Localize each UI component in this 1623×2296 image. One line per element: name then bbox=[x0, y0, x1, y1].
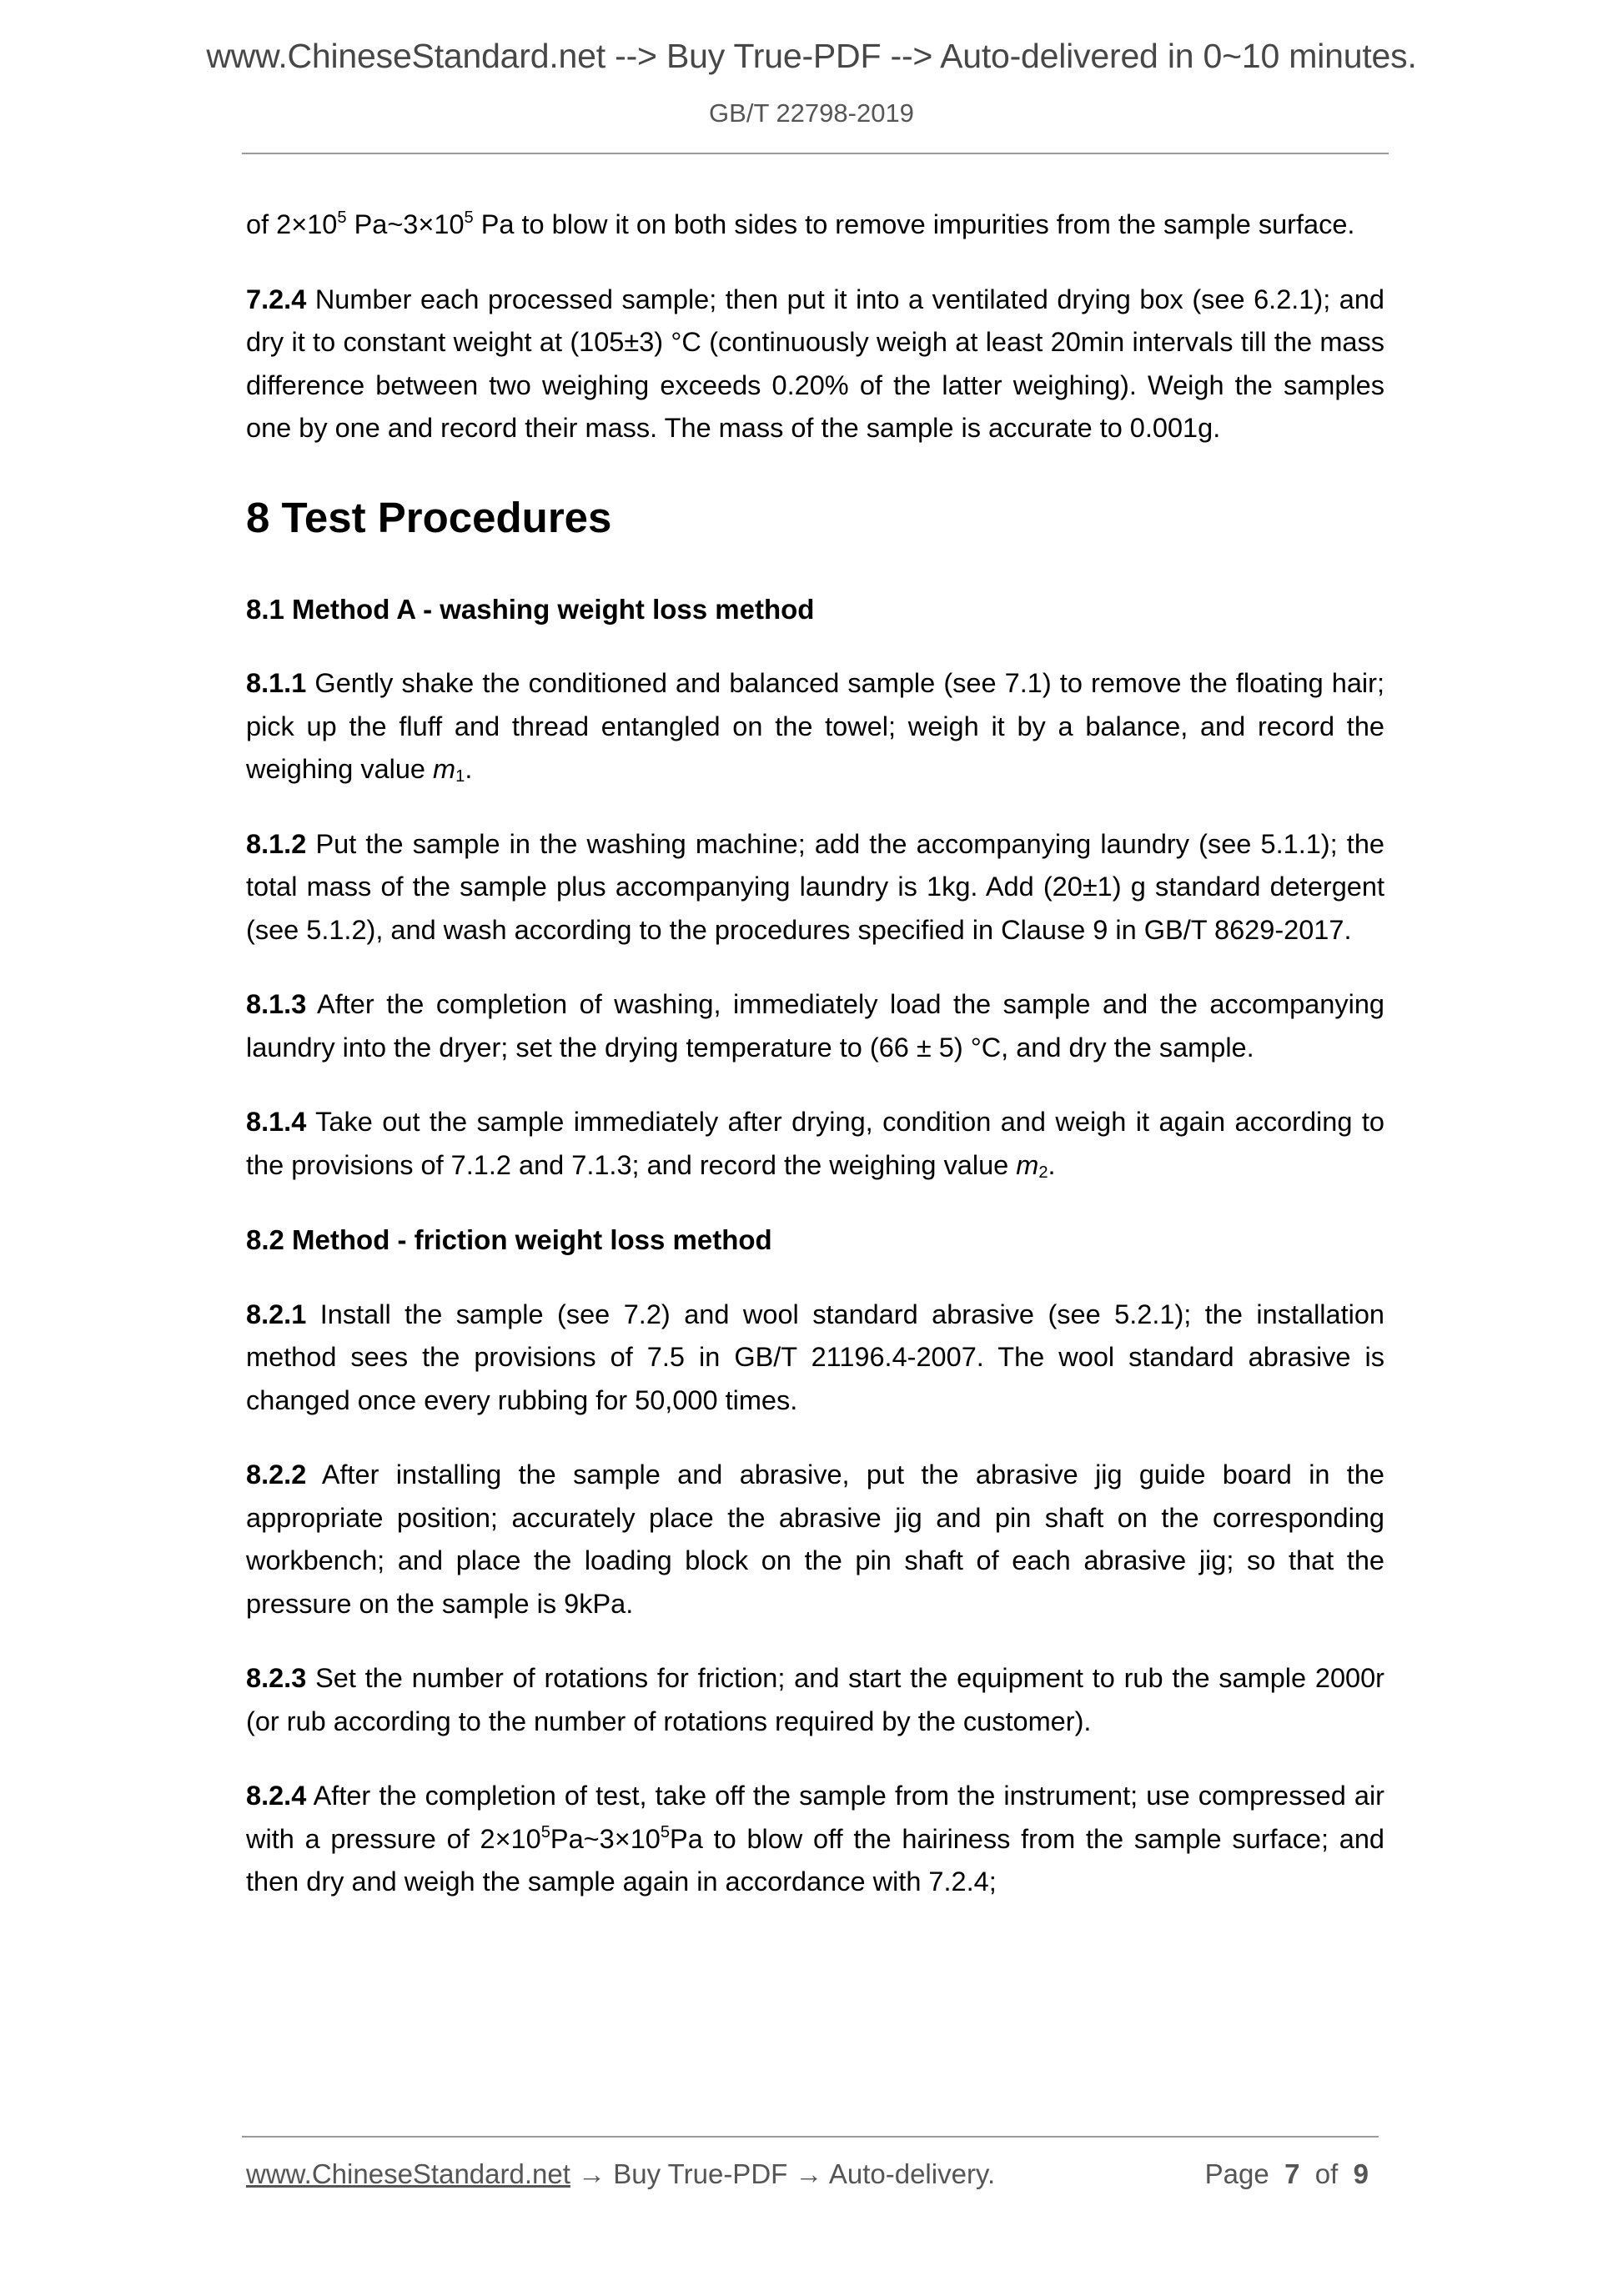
clause-number: 8.2.1 bbox=[246, 1299, 307, 1329]
footer-site-link[interactable]: www.ChineseStandard.net bbox=[246, 2158, 570, 2189]
header-banner: www.ChineseStandard.net --> Buy True-PDF --> Auto-delivered in 0~10 minutes. bbox=[206, 37, 1417, 75]
current-page: 7 bbox=[1284, 2158, 1300, 2189]
document-code: GB/T 22798-2019 bbox=[709, 98, 914, 128]
clause-8-1-2: 8.1.2 Put the sample in the washing machine; add the accompanying laundry (see 5.1.1); the total mass of the sample plus accompanying laundry is 1kg. Add (20±1) g standard detergent (see 5.1.2), and wash according to the procedures specified in Clause 9 in GB/T 8629-2017. bbox=[246, 828, 1384, 945]
clause-number: 8.1.2 bbox=[246, 828, 307, 859]
clause-8-2-3: 8.2.3 Set the number of rotations for friction; and start the equipment to rub the sample 2000r (or rub according to the number of rotations required by the customer). bbox=[246, 1663, 1384, 1736]
clause-number: 8.2.3 bbox=[246, 1663, 307, 1694]
subsection-heading-8-1: 8.1 Method A - washing weight loss method bbox=[246, 593, 815, 625]
clause-number: 8.1.4 bbox=[246, 1107, 307, 1138]
paragraph-continuation: of $2\times 10^5$ $Pa\sim 3\times 10^5$ Pa to blow it on both sides to remove impurities from the sample surface. bbox=[246, 208, 1355, 239]
clause-8-1-4: 8.1.4 Take out the sample immediately after drying, condition and weigh it again according to the provisions of 7.1.2 and 7.1.3; and record the weighing value $m_2$. bbox=[246, 1107, 1384, 1182]
total-pages: 9 bbox=[1353, 2158, 1369, 2189]
clause-number: 8.1.1 bbox=[246, 668, 307, 699]
page-body bbox=[246, 203, 1384, 1936]
clause-8-2-2: 8.2.2 After installing the sample and abrasive, put the abrasive jig guide board in the appropriate position; accurately place the abrasive jig and pin shaft on the corresponding workbench; and place the loading block on the pin shaft of each abrasive jig; so that the pressure on the sample is 9kPa. bbox=[246, 1459, 1384, 1619]
arrow-right-icon: → bbox=[787, 2158, 829, 2189]
clause-8-1-3: 8.1.3 After the completion of washing, immediately load the sample and the accompanying laundry into the dryer; set the drying temperature to (66 ± 5) °C, and dry the sample. bbox=[246, 989, 1384, 1063]
clause-number: 8.2.4 bbox=[246, 1781, 307, 1811]
clause-number: 7.2.4 bbox=[246, 284, 307, 314]
section-heading-8: 8 Test Procedures bbox=[246, 493, 612, 541]
page-footer bbox=[246, 2158, 1379, 2190]
arrow-right-icon: → bbox=[570, 2158, 614, 2189]
clause-number: 8.1.3 bbox=[246, 989, 307, 1020]
clause-number: 8.2.2 bbox=[246, 1459, 307, 1490]
subsection-heading-8-2: 8.2 Method - friction weight loss method bbox=[246, 1224, 772, 1256]
clause-8-1-1: 8.1.1 Gently shake the conditioned and balanced sample (see 7.1) to remove the floating hair; pick up the fluff and thread entangled on the towel; weigh it by a balance, and record the weighing value $m_1$. bbox=[246, 668, 1384, 786]
footer-divider bbox=[242, 2136, 1379, 2138]
clause-8-2-4: 8.2.4 After the completion of test, take off the sample from the instrument; use compressed air with a pressure of $2\times 10^5Pa\sim 3\times 10^5Pa$ to blow off the hairiness from the sample surface; and then dry and weigh the sample again in accordance with 7.2.4; bbox=[246, 1781, 1384, 1897]
clause-8-2-1: 8.2.1 Install the sample (see 7.2) and wool standard abrasive (see 5.2.1); the installation method sees the provisions of 7.5 in GB/T 21196.4-2007. The wool standard abrasive is changed once every rubbing for 50,000 times. bbox=[246, 1299, 1384, 1415]
header-divider bbox=[242, 153, 1389, 154]
page-indicator: Page 7 of 9 bbox=[1204, 2158, 1369, 2189]
clause-7-2-4: 7.2.4 Number each processed sample; then put it into a ventilated drying box (see 6.2.1); and dry it to constant weight at (105±3) °C (continuously weigh at least 20min intervals till the mass difference between two weighing exceeds 0.20% of the latter weighing). Weigh the samples one by one and record their mass. The mass of the sample is accurate to 0.001g. bbox=[246, 284, 1384, 443]
footer-promo: www.ChineseStandard.net → Buy True-PDF → Auto-delivery. bbox=[246, 2158, 996, 2189]
